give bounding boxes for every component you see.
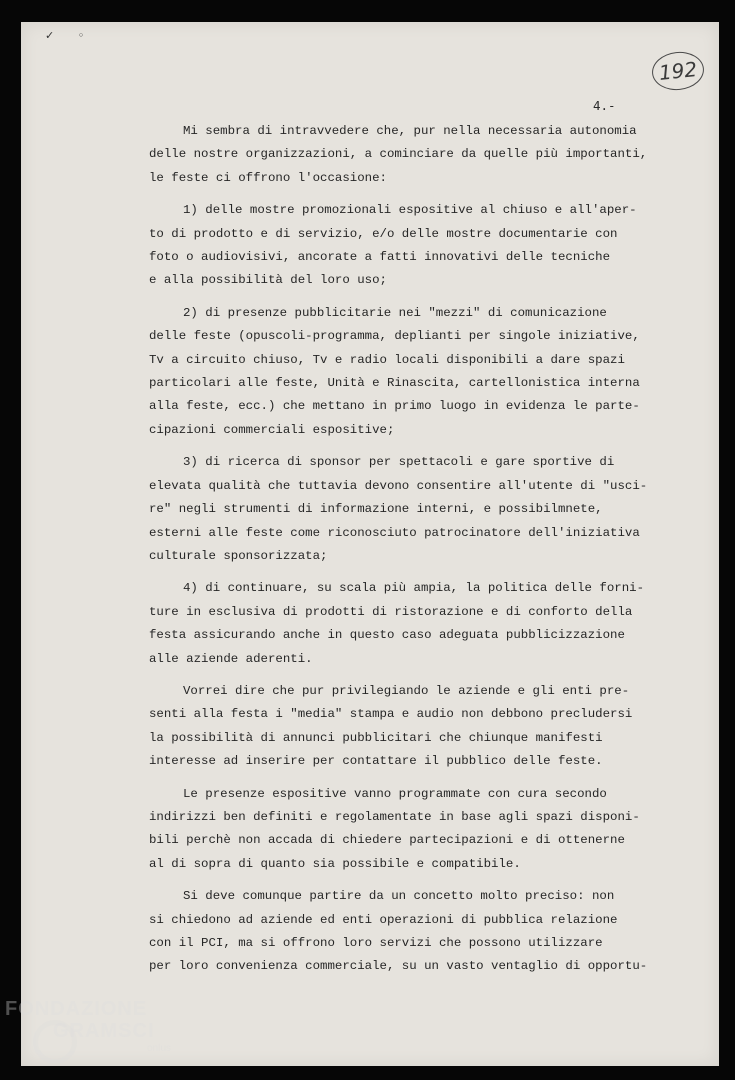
text-line: si chiedono ad aziende ed enti operazioni di pubblica relazione: [149, 912, 618, 927]
text-line: Tv a circuito chiuso, Tv e radio locali disponibili a dare spazi: [149, 352, 625, 367]
paragraph: [149, 680, 633, 774]
watermark-g-icon: [33, 1020, 77, 1064]
text-line: Vorrei dire che pur privilegiando le aziende e gli enti pre-: [183, 683, 630, 698]
watermark-line2: GRAMSCI: [53, 1020, 155, 1042]
text-line: e alla possibilità del loro uso;: [149, 273, 387, 288]
text-line: re" negli strumenti di informazione interni, e possibilmnete,: [149, 502, 603, 517]
text-line: le feste ci offrono l'occasione:: [149, 170, 387, 185]
text-line: alla feste, ecc.) che mettano in primo luogo in evidenza le parte-: [149, 399, 640, 414]
text-line: interesse ad inserire per contattare il pubblico delle feste.: [149, 754, 603, 769]
text-line: con il PCI, ma si offrono loro servizi che possono utilizzare: [149, 936, 603, 950]
paragraph: [149, 302, 640, 442]
text-line: cipazioni commerciali espositive;: [149, 422, 395, 437]
watermark-suffix: onlus: [147, 1043, 171, 1054]
text-line: indirizzi ben definiti e regolamentate in base agli spazi disponi-: [149, 809, 640, 824]
watermark-line1: FONDAZIONE: [5, 998, 148, 1020]
text-line: Si deve comunque partire da un concetto molto preciso: non: [183, 889, 615, 904]
text-line: to di prodotto e di servizio, e/o delle mostre documentarie con: [149, 226, 618, 241]
paragraph: [149, 199, 637, 293]
handwritten-tick-marks: ✓ ◦: [45, 29, 95, 42]
text-line: festa assicurando anche in questo caso adeguata pubblicizzazione: [149, 628, 625, 643]
text-line: bili perchè non accada di chiedere partecipazioni e di ottenerne: [149, 833, 625, 848]
text-line: ture in esclusiva di prodotti di ristorazione e di conforto della: [149, 604, 633, 619]
text-line: 2) di presenze pubblicitarie nei "mezzi" di comunicazione: [183, 305, 607, 320]
text-line: delle feste (opuscoli-programma, deplianti per singole iniziative,: [149, 329, 640, 344]
paragraph: [149, 885, 648, 979]
text-line: al di sopra di quanto sia possibile e compatibile.: [149, 856, 521, 871]
text-line: la possibilità di annunci pubblicitari che chiunque manifesti: [149, 730, 603, 745]
paragraph: [149, 451, 648, 568]
text-line: per loro convenienza commerciale, su un vasto ventaglio di opportu-: [149, 959, 648, 974]
text-line: Le presenze espositive vanno programmate con cura secondo: [183, 786, 607, 801]
text-line: particolari alle feste, Unità e Rinascita, cartellonistica interna: [149, 376, 640, 391]
text-line: senti alla festa i "media" stampa e audio non debbono precludersi: [149, 707, 633, 722]
archive-number-stamp: 192: [650, 49, 706, 92]
fondazione-gramsci-watermark: [5, 998, 171, 1060]
paragraph: [149, 577, 645, 671]
paragraph: [149, 783, 640, 877]
text-line: 3) di ricerca di sponsor per spettacoli e gare sportive di: [183, 455, 615, 470]
text-line: esterni alle feste come riconosciuto patrocinatore dell'iniziativa: [149, 525, 640, 540]
text-line: delle nostre organizzazioni, a cominciare da quelle più importanti,: [149, 147, 648, 162]
text-line: 4) di continuare, su scala più ampia, la politica delle forni-: [183, 581, 645, 596]
typewritten-body: [149, 120, 648, 979]
text-line: culturale sponsorizzata;: [149, 548, 328, 563]
page-number: 4.-: [593, 98, 616, 113]
text-line: alle aziende aderenti.: [149, 651, 313, 666]
paragraph: [149, 120, 648, 190]
text-line: foto o audiovisivi, ancorate a fatti innovativi delle tecniche: [149, 250, 611, 265]
text-line: elevata qualità che tuttavia devono consentire all'utente di "usci-: [149, 478, 648, 493]
text-line: 1) delle mostre promozionali espositive al chiuso e all'aper-: [183, 203, 637, 218]
text-line: Mi sembra di intravvedere che, pur nella necessaria autonomia: [183, 124, 637, 138]
